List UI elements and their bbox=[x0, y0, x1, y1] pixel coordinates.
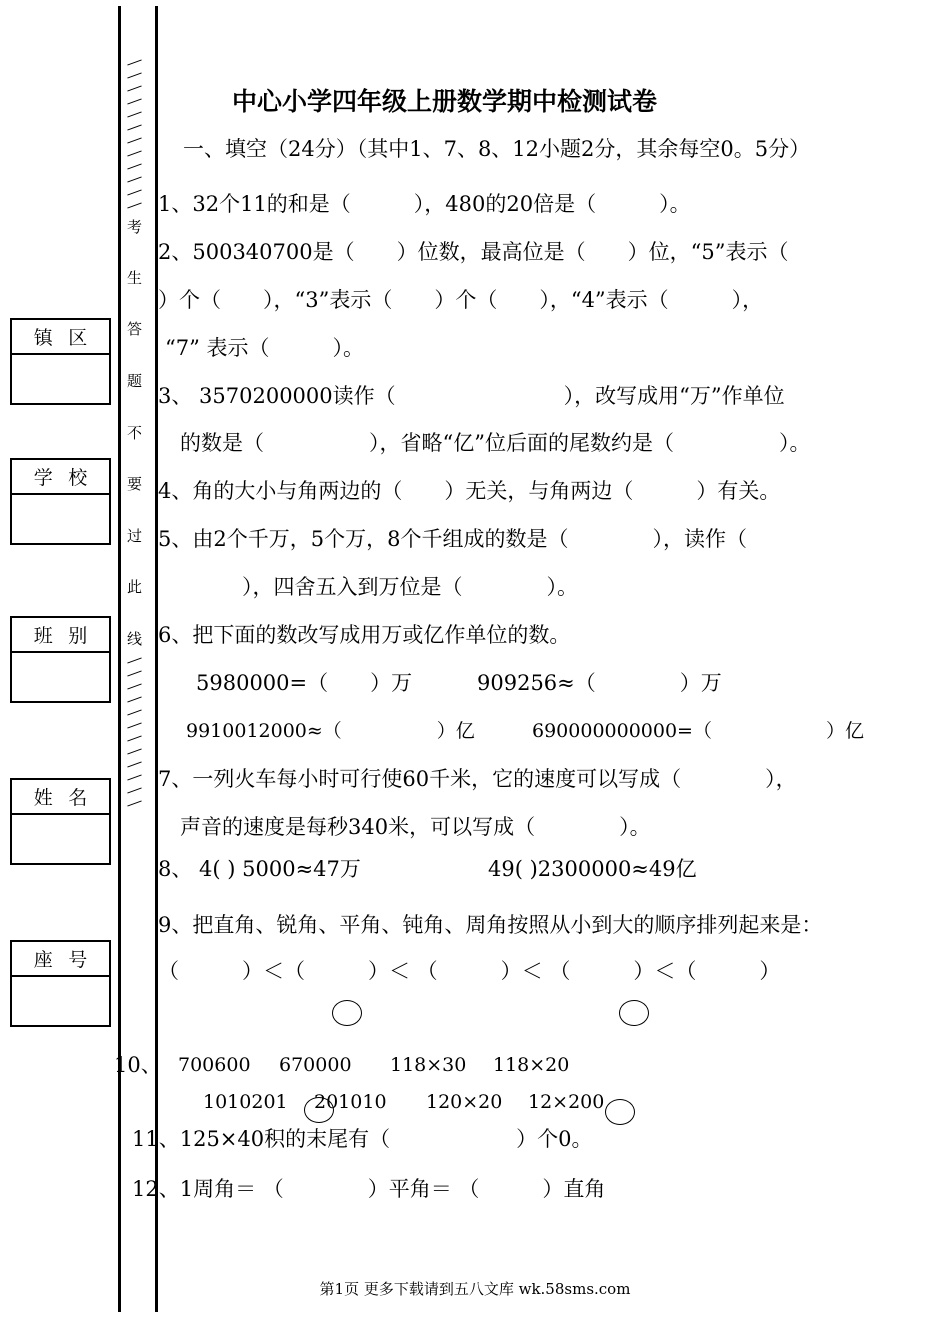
question-10-number: 10、 bbox=[114, 1053, 162, 1077]
info-box-seat[interactable] bbox=[10, 940, 111, 1027]
question-8-item-1: 8、 4( ) 5000≈47万 bbox=[158, 857, 361, 881]
info-box-town[interactable] bbox=[10, 318, 111, 405]
page-title: 中心小学四年级上册数学期中检测试卷 bbox=[232, 87, 658, 116]
question-8-item-2: 49( )2300000≈49亿 bbox=[488, 857, 697, 881]
info-box-class[interactable] bbox=[10, 616, 111, 703]
question-12: 12、1周角＝ （ ）平角＝ （ ）直角 bbox=[132, 1177, 606, 1201]
question-9: 9、把直角、锐角、平角、钝角、周角按照从小到大的顺序排列起来是： bbox=[158, 913, 823, 937]
label-char: 号 bbox=[68, 949, 88, 971]
compare-circle[interactable] bbox=[304, 1097, 334, 1123]
seal-char: 考 bbox=[127, 218, 143, 236]
compare-item: 118×20 bbox=[493, 1054, 570, 1076]
page-footer: 第1页 更多下载请到五八文库 wk.58sms.com bbox=[319, 1280, 631, 1298]
question-6-item-4: 690000000000=（ ）亿 bbox=[532, 720, 864, 742]
compare-item: 700600 bbox=[178, 1054, 251, 1076]
label-char: 名 bbox=[68, 787, 88, 809]
question-2-line-1: 2、500340700是（ ）位数，最高位是（ ）位，“5”表示（ bbox=[158, 240, 789, 264]
seal-char: 答 bbox=[127, 320, 143, 338]
compare-circle[interactable] bbox=[605, 1099, 635, 1125]
question-9-blanks: （ ）＜（ ）＜ （ ）＜ （ ）＜（ ） bbox=[158, 959, 781, 983]
compare-circle[interactable] bbox=[332, 1000, 362, 1026]
seal-char: 线 bbox=[127, 630, 143, 648]
binding-line-left bbox=[118, 6, 121, 1312]
question-1: 1、32个11的和是（ ），480的20倍是（ ）。 bbox=[158, 192, 691, 216]
question-6-item-2: 909256≈（ ）万 bbox=[477, 671, 722, 695]
compare-item: 201010 bbox=[314, 1091, 387, 1113]
question-5-line-2: ），四舍五入到万位是（ ）。 bbox=[158, 575, 578, 599]
question-7-line-1: 7、一列火车每小时可行使60千米，它的速度可以写成（ ）， bbox=[158, 767, 797, 791]
label-char: 别 bbox=[68, 625, 88, 647]
info-box-school[interactable] bbox=[10, 458, 111, 545]
question-6-item-3: 9910012000≈（ ）亿 bbox=[186, 720, 475, 742]
seal-char: 要 bbox=[127, 475, 143, 493]
compare-item: 1010201 bbox=[203, 1091, 288, 1113]
info-box-label bbox=[12, 942, 109, 977]
seal-char: 不 bbox=[127, 424, 143, 442]
compare-circle[interactable] bbox=[619, 1000, 649, 1026]
info-box-label bbox=[12, 320, 109, 355]
label-char: 镇 bbox=[33, 327, 53, 349]
section-heading: 一、填空（24分）（其中1、7、8、12小题2分，其余每空0。5分） bbox=[183, 137, 811, 161]
question-3-line-1: 3、 3570200000读作（ ），改写成用“万”作单位 bbox=[158, 384, 785, 408]
question-6-item-1: 5980000=（ ）万 bbox=[196, 671, 413, 695]
compare-item: 12×200 bbox=[528, 1091, 605, 1113]
info-box-label bbox=[12, 460, 109, 495]
info-box-label bbox=[12, 618, 109, 653]
compare-item: 120×20 bbox=[426, 1091, 503, 1113]
label-char: 姓 bbox=[33, 787, 53, 809]
question-2-line-3: “7” 表示（ ）。 bbox=[165, 336, 365, 360]
info-box-label bbox=[12, 780, 109, 815]
compare-item: 118×30 bbox=[390, 1054, 467, 1076]
label-char: 班 bbox=[33, 625, 53, 647]
question-3-line-2: 的数是（ ），省略“亿”位后面的尾数约是（ ）。 bbox=[180, 431, 811, 455]
question-4: 4、角的大小与角两边的（ ）无关，与角两边（ ）有关。 bbox=[158, 479, 781, 503]
question-2-line-2: ）个（ ），“3”表示（ ）个（ ），“4”表示（ ）， bbox=[158, 288, 764, 312]
question-7-line-2: 声音的速度是每秒340米，可以写成（ ）。 bbox=[180, 815, 651, 839]
question-11: 11、125×40积的末尾有（ ）个0。 bbox=[132, 1127, 593, 1151]
seal-char: 题 bbox=[127, 372, 143, 390]
question-5-line-1: 5、由2个千万，5个万，8个千组成的数是（ ），读作（ bbox=[158, 527, 747, 551]
question-6: 6、把下面的数改写成用万或亿作单位的数。 bbox=[158, 623, 571, 647]
compare-item: 670000 bbox=[279, 1054, 352, 1076]
seal-char: 过 bbox=[127, 527, 143, 545]
label-char: 学 bbox=[33, 467, 53, 489]
info-box-name[interactable] bbox=[10, 778, 111, 865]
label-char: 座 bbox=[33, 949, 53, 971]
seal-char: 生 bbox=[127, 269, 143, 287]
label-char: 区 bbox=[68, 327, 88, 349]
label-char: 校 bbox=[68, 467, 88, 489]
seal-char: 此 bbox=[127, 578, 143, 596]
